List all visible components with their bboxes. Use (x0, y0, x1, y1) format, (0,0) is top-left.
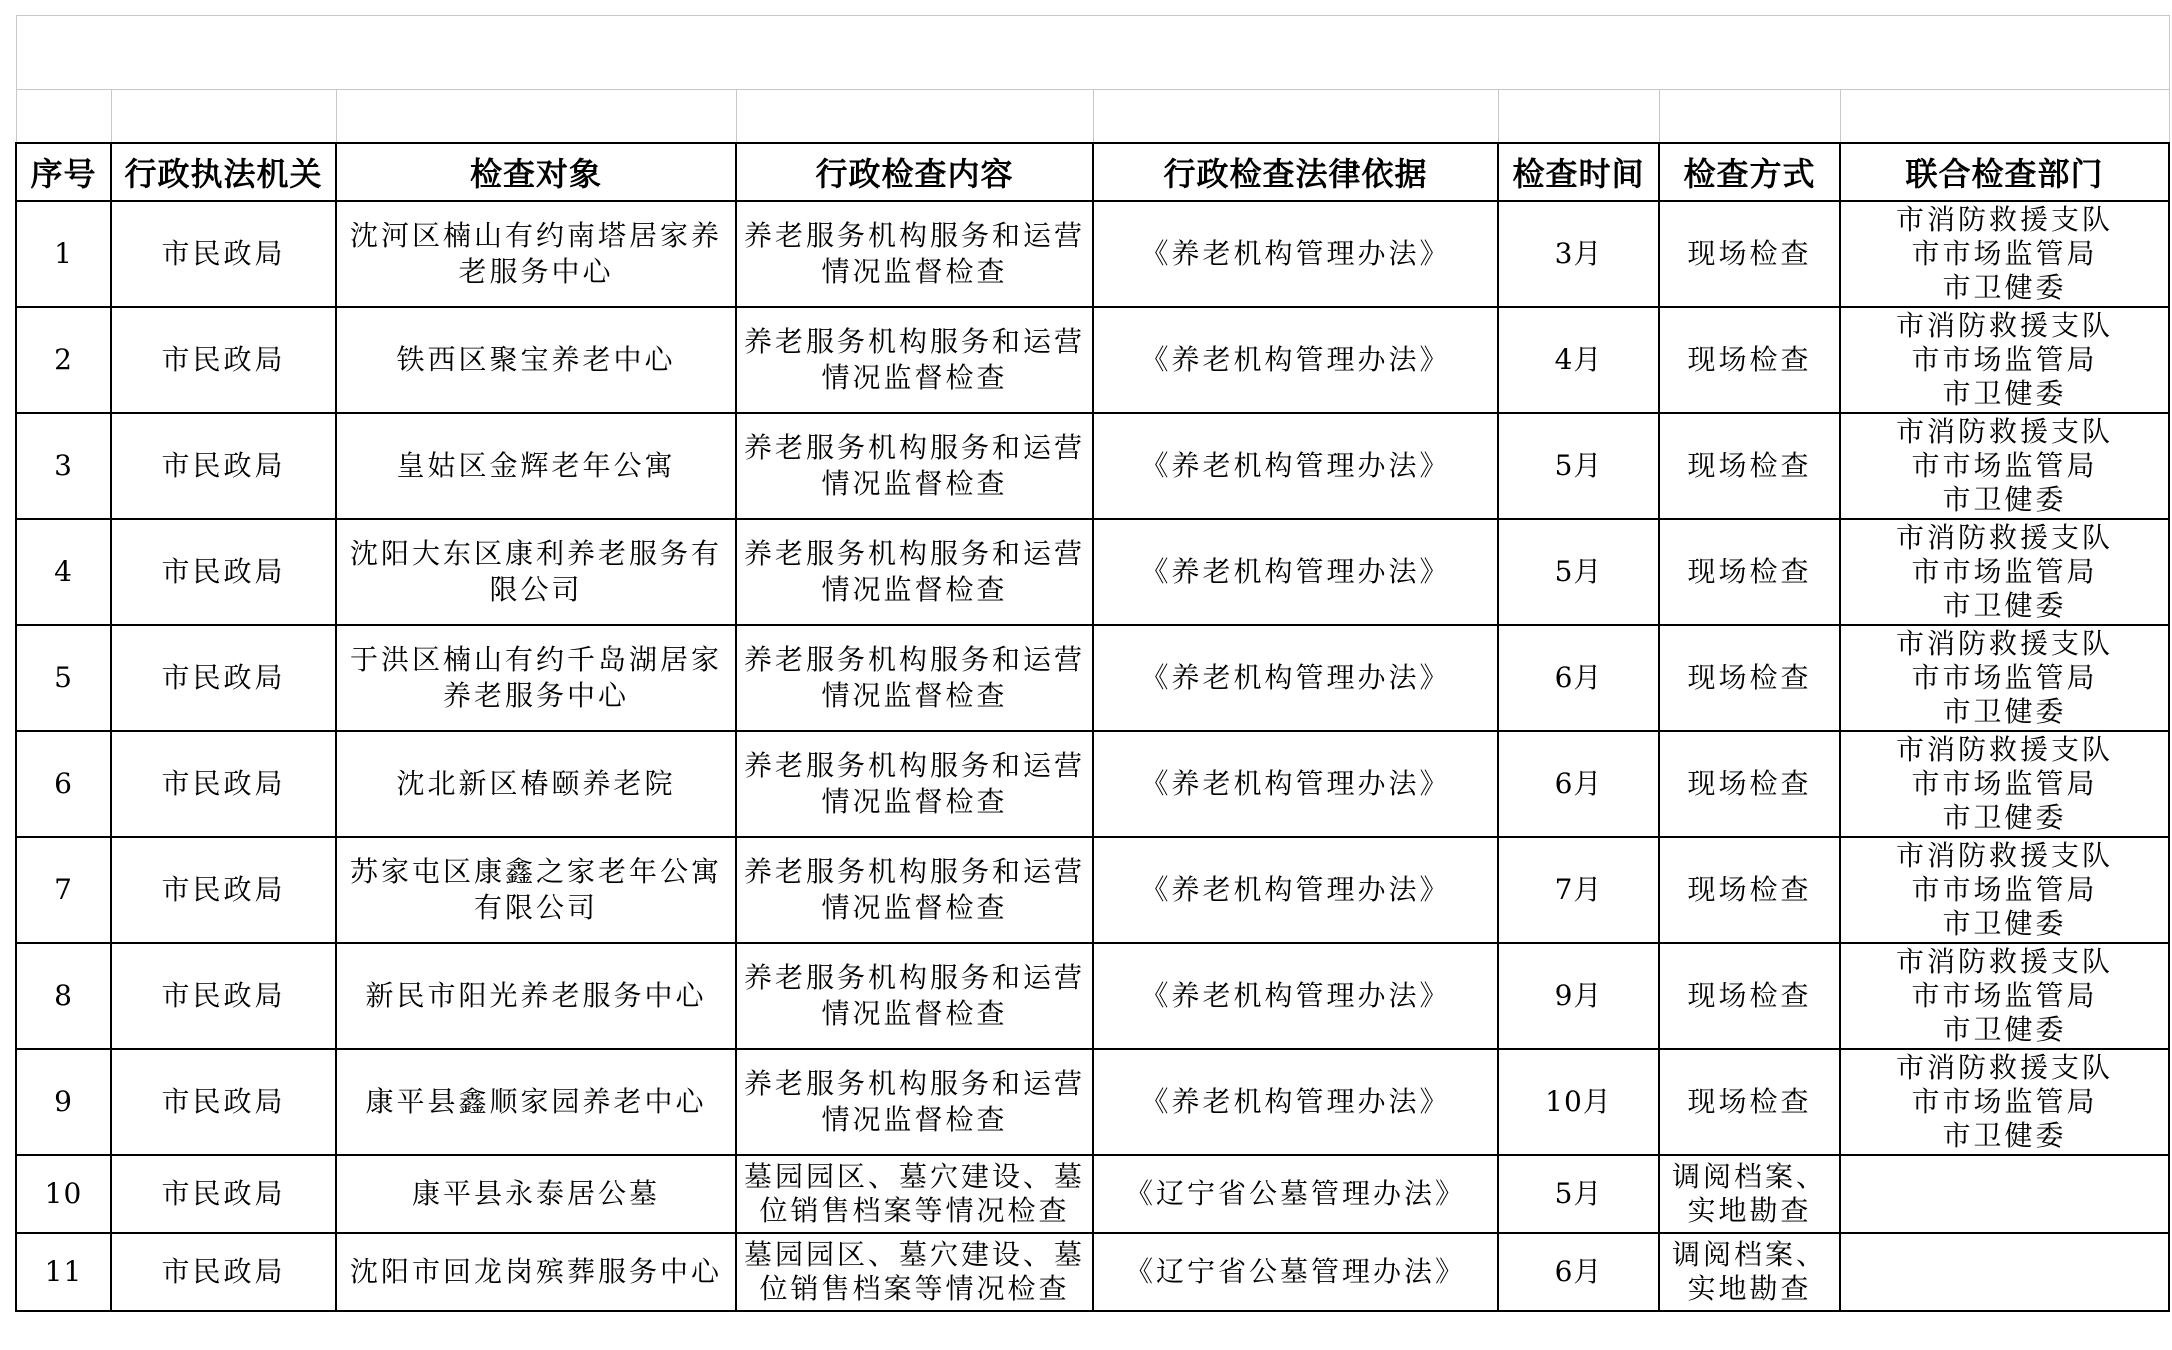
cell-basis: 《养老机构管理办法》 (1093, 1049, 1498, 1155)
cell-target: 沈阳市回龙岗殡葬服务中心 (336, 1233, 736, 1311)
cell-no: 10 (16, 1155, 111, 1233)
cell-target: 康平县鑫顺家园养老中心 (336, 1049, 736, 1155)
joint-department: 市卫健委 (1942, 483, 2067, 516)
cell-no: 9 (16, 1049, 111, 1155)
cell-time: 9月 (1498, 943, 1659, 1049)
cell-time: 4月 (1498, 307, 1659, 413)
cell-agency: 市民政局 (111, 201, 336, 307)
joint-department: 市消防救援支队 (1895, 521, 2113, 554)
cell-basis: 《养老机构管理办法》 (1093, 413, 1498, 519)
sheet-title (16, 16, 2169, 90)
blank-cell (1840, 90, 2169, 144)
cell-target: 苏家屯区康鑫之家老年公寓有限公司 (336, 837, 736, 943)
title-row (16, 16, 2169, 90)
joint-department: 市卫健委 (1942, 271, 2067, 304)
cell-joint-departments (1840, 307, 2169, 413)
cell-method: 现场检查 (1659, 625, 1840, 731)
cell-joint-departments (1840, 413, 2169, 519)
joint-department: 市卫健委 (1942, 907, 2067, 940)
cell-agency: 市民政局 (111, 307, 336, 413)
joint-department: 市消防救援支队 (1895, 1051, 2113, 1084)
cell-agency: 市民政局 (111, 943, 336, 1049)
cell-joint-departments (1840, 1049, 2169, 1155)
joint-department: 市卫健委 (1942, 1119, 2067, 1152)
header-time: 检查时间 (1498, 143, 1659, 201)
header-agency: 行政执法机关 (111, 143, 336, 201)
blank-cell (336, 90, 736, 144)
joint-department: 市卫健委 (1942, 589, 2067, 622)
blank-cell (111, 90, 336, 144)
cell-basis: 《养老机构管理办法》 (1093, 731, 1498, 837)
joint-department: 市消防救援支队 (1895, 627, 2113, 660)
joint-department: 市消防救援支队 (1895, 945, 2113, 978)
joint-department: 市卫健委 (1942, 695, 2067, 728)
cell-agency: 市民政局 (111, 837, 336, 943)
cell-method: 现场检查 (1659, 201, 1840, 307)
cell-content: 养老服务机构服务和运营情况监督检查 (736, 731, 1093, 837)
joint-department: 市卫健委 (1942, 377, 2067, 410)
cell-method: 现场检查 (1659, 837, 1840, 943)
cell-no: 5 (16, 625, 111, 731)
inspection-plan-table (15, 15, 2170, 1312)
cell-target: 皇姑区金辉老年公寓 (336, 413, 736, 519)
cell-content: 养老服务机构服务和运营情况监督检查 (736, 519, 1093, 625)
joint-department: 市消防救援支队 (1895, 839, 2113, 872)
cell-no: 7 (16, 837, 111, 943)
cell-time: 5月 (1498, 413, 1659, 519)
cell-agency: 市民政局 (111, 413, 336, 519)
cell-target: 沈河区楠山有约南塔居家养老服务中心 (336, 201, 736, 307)
blank-cell (1093, 90, 1498, 144)
header-method: 检查方式 (1659, 143, 1840, 201)
cell-target: 铁西区聚宝养老中心 (336, 307, 736, 413)
cell-agency: 市民政局 (111, 1233, 336, 1311)
blank-cell (1659, 90, 1840, 144)
header-basis: 行政检查法律依据 (1093, 143, 1498, 201)
joint-department: 市市场监管局 (1911, 767, 2098, 800)
cell-basis: 《辽宁省公墓管理办法》 (1093, 1155, 1498, 1233)
cell-method: 现场检查 (1659, 519, 1840, 625)
cell-basis: 《养老机构管理办法》 (1093, 837, 1498, 943)
blank-cell (1498, 90, 1659, 144)
cell-agency: 市民政局 (111, 625, 336, 731)
joint-department: 市市场监管局 (1911, 449, 2098, 482)
cell-basis: 《辽宁省公墓管理办法》 (1093, 1233, 1498, 1311)
cell-joint-departments (1840, 837, 2169, 943)
table-row (16, 837, 2169, 943)
cell-joint-departments (1840, 201, 2169, 307)
joint-department: 市市场监管局 (1911, 343, 2098, 376)
header-joint: 联合检查部门 (1840, 143, 2169, 201)
cell-time: 6月 (1498, 625, 1659, 731)
cell-joint-departments (1840, 625, 2169, 731)
cell-target: 新民市阳光养老服务中心 (336, 943, 736, 1049)
cell-content: 养老服务机构服务和运营情况监督检查 (736, 1049, 1093, 1155)
header-content: 行政检查内容 (736, 143, 1093, 201)
cell-no: 6 (16, 731, 111, 837)
joint-department: 市消防救援支队 (1895, 733, 2113, 766)
cell-target: 沈北新区椿颐养老院 (336, 731, 736, 837)
cell-joint-departments (1840, 519, 2169, 625)
cell-basis: 《养老机构管理办法》 (1093, 519, 1498, 625)
cell-basis: 《养老机构管理办法》 (1093, 943, 1498, 1049)
cell-basis: 《养老机构管理办法》 (1093, 625, 1498, 731)
cell-no: 4 (16, 519, 111, 625)
cell-method: 现场检查 (1659, 731, 1840, 837)
cell-time: 6月 (1498, 1233, 1659, 1311)
table-row (16, 413, 2169, 519)
joint-department: 市市场监管局 (1911, 555, 2098, 588)
cell-time: 5月 (1498, 1155, 1659, 1233)
cell-no: 8 (16, 943, 111, 1049)
joint-department: 市卫健委 (1942, 1013, 2067, 1046)
cell-joint-departments (1840, 731, 2169, 837)
cell-content: 墓园园区、墓穴建设、墓位销售档案等情况检查 (736, 1233, 1093, 1311)
cell-content: 养老服务机构服务和运营情况监督检查 (736, 943, 1093, 1049)
table-row (16, 519, 2169, 625)
cell-joint-departments (1840, 1155, 2169, 1233)
blank-row (16, 90, 2169, 144)
cell-content: 养老服务机构服务和运营情况监督检查 (736, 837, 1093, 943)
joint-department: 市市场监管局 (1911, 661, 2098, 694)
cell-method: 现场检查 (1659, 307, 1840, 413)
cell-content: 墓园园区、墓穴建设、墓位销售档案等情况检查 (736, 1155, 1093, 1233)
cell-joint-departments (1840, 943, 2169, 1049)
cell-basis: 《养老机构管理办法》 (1093, 307, 1498, 413)
cell-agency: 市民政局 (111, 1049, 336, 1155)
cell-time: 5月 (1498, 519, 1659, 625)
cell-target: 于洪区楠山有约千岛湖居家养老服务中心 (336, 625, 736, 731)
joint-department: 市消防救援支队 (1895, 309, 2113, 342)
table-row (16, 1049, 2169, 1155)
cell-target: 沈阳大东区康利养老服务有限公司 (336, 519, 736, 625)
blank-cell (736, 90, 1093, 144)
cell-method: 现场检查 (1659, 943, 1840, 1049)
table-row (16, 201, 2169, 307)
cell-no: 1 (16, 201, 111, 307)
joint-department: 市卫健委 (1942, 801, 2067, 834)
table-row (16, 307, 2169, 413)
cell-method: 现场检查 (1659, 1049, 1840, 1155)
cell-method: 调阅档案、实地勘查 (1659, 1155, 1840, 1233)
joint-department: 市市场监管局 (1911, 979, 2098, 1012)
cell-time: 7月 (1498, 837, 1659, 943)
table-row (16, 1233, 2169, 1311)
cell-agency: 市民政局 (111, 519, 336, 625)
table-row (16, 625, 2169, 731)
joint-department: 市消防救援支队 (1895, 415, 2113, 448)
blank-cell (16, 90, 111, 144)
cell-agency: 市民政局 (111, 1155, 336, 1233)
cell-no: 3 (16, 413, 111, 519)
cell-content: 养老服务机构服务和运营情况监督检查 (736, 625, 1093, 731)
header-no: 序号 (16, 143, 111, 201)
cell-method: 调阅档案、实地勘查 (1659, 1233, 1840, 1311)
cell-joint-departments (1840, 1233, 2169, 1311)
cell-basis: 《养老机构管理办法》 (1093, 201, 1498, 307)
cell-content: 养老服务机构服务和运营情况监督检查 (736, 201, 1093, 307)
joint-department: 市消防救援支队 (1895, 203, 2113, 236)
cell-agency: 市民政局 (111, 731, 336, 837)
joint-department: 市市场监管局 (1911, 237, 2098, 270)
table-row (16, 731, 2169, 837)
joint-department: 市市场监管局 (1911, 873, 2098, 906)
cell-target: 康平县永泰居公墓 (336, 1155, 736, 1233)
cell-method: 现场检查 (1659, 413, 1840, 519)
cell-time: 10月 (1498, 1049, 1659, 1155)
table-row (16, 1155, 2169, 1233)
header-target: 检查对象 (336, 143, 736, 201)
header-row (16, 143, 2169, 201)
table-row (16, 943, 2169, 1049)
cell-content: 养老服务机构服务和运营情况监督检查 (736, 307, 1093, 413)
cell-no: 11 (16, 1233, 111, 1311)
cell-no: 2 (16, 307, 111, 413)
joint-department: 市市场监管局 (1911, 1085, 2098, 1118)
cell-time: 3月 (1498, 201, 1659, 307)
cell-time: 6月 (1498, 731, 1659, 837)
cell-content: 养老服务机构服务和运营情况监督检查 (736, 413, 1093, 519)
